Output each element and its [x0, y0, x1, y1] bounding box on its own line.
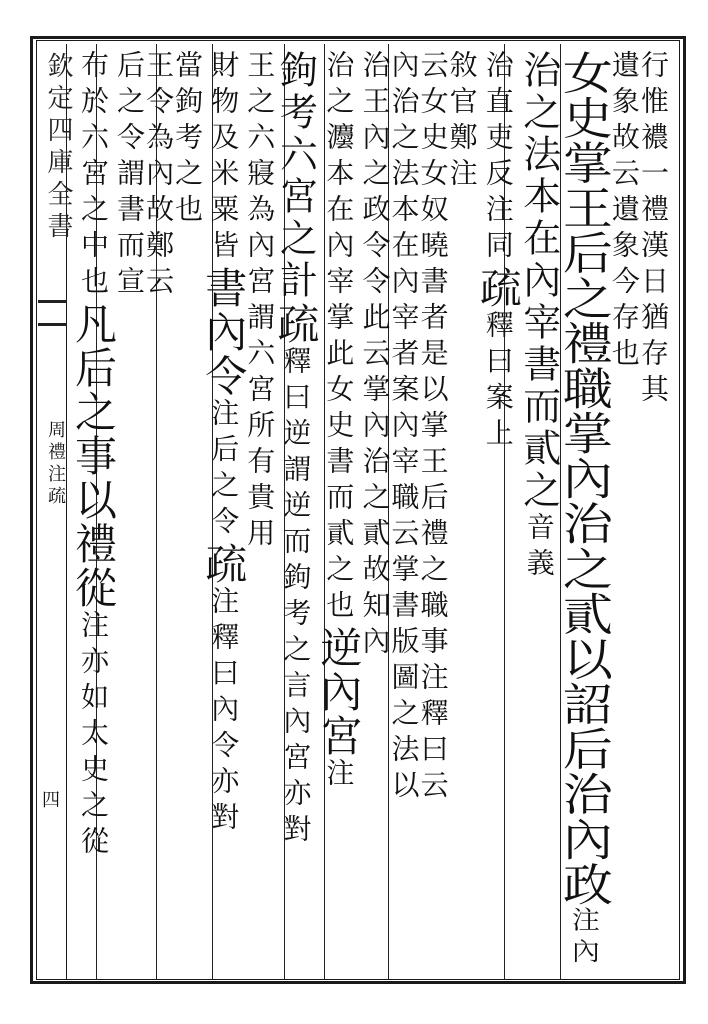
text-column: [416, 50, 450, 806]
text-run: 釋曰逆謂逆而鉤考之言內宮亦對: [279, 346, 313, 850]
text-run: 鉤考六宮之計: [273, 50, 318, 302]
text-column: [387, 50, 421, 806]
text-column: [607, 50, 641, 374]
book-title: 欽定四庫全書: [43, 52, 73, 244]
fishtail-mark: [38, 300, 66, 326]
text-run: 當鉤考之也: [171, 50, 205, 230]
text-run: 后之令謂書而宣: [113, 50, 147, 302]
text-run: 注內: [567, 906, 601, 971]
text-column: [473, 50, 523, 454]
text-column: [314, 50, 364, 794]
text-run: 音義: [522, 512, 556, 584]
text-run: 治直吏反注同: [481, 50, 515, 266]
text-run: 逆內宮: [314, 626, 364, 758]
text-column: [445, 50, 479, 194]
text-run: 注釋曰內令亦對: [207, 586, 241, 838]
text-run: 敘官鄭注: [445, 50, 479, 194]
text-run: 注: [322, 758, 356, 794]
text-column: [142, 50, 176, 302]
text-column: [113, 50, 147, 302]
text-column: [516, 50, 561, 584]
text-run: 遺象故云遺象今存也: [607, 50, 641, 374]
section-title: 周禮注疏: [45, 420, 66, 508]
text-run: 疏: [473, 266, 523, 310]
text-run: 治之灋本在內宰掌此女史書而貳之也: [322, 50, 356, 626]
text-run: 注亦如太史之從: [77, 610, 110, 862]
text-column: [271, 50, 321, 850]
text-column: [358, 50, 392, 662]
text-run: 女史掌王后之禮職掌內治之貳以詔后治內政: [554, 50, 613, 907]
text-run: 治之法本在內宰書而貳之: [516, 50, 561, 512]
text-run: 行惟襛一禮漢日猶存其: [636, 50, 670, 410]
text-run: 疏: [271, 302, 321, 346]
text-run: 注后之令: [207, 398, 241, 542]
text-run: 釋曰案上: [481, 310, 515, 454]
text-run: 王令為內故鄭云: [142, 50, 176, 302]
page-number: 四: [42, 790, 60, 811]
text-run: 疏: [199, 542, 249, 586]
text-column: [199, 50, 249, 838]
text-run: 內治之法本在內宰者案內宰職云掌書版圖之法以: [387, 50, 421, 806]
text-column: [69, 50, 118, 862]
text-column: [554, 50, 613, 971]
text-run: 治王內之政令令此云掌內治之貳故知內: [358, 50, 392, 662]
text-run: 財物及米粟皆: [207, 50, 241, 266]
text-column: [243, 50, 277, 554]
text-run: 王之六寢為內宮謂六宮所有貴用: [243, 50, 277, 554]
text-run: 凡后之事以禮從: [69, 302, 118, 610]
text-column: [636, 50, 670, 410]
text-column: [171, 50, 205, 230]
text-run: 書內令: [199, 266, 249, 398]
text-run: 布於六宮之中也: [77, 50, 110, 302]
text-run: 云女史女奴曉書者是以掌王后禮之職事注釋曰云: [416, 50, 450, 806]
